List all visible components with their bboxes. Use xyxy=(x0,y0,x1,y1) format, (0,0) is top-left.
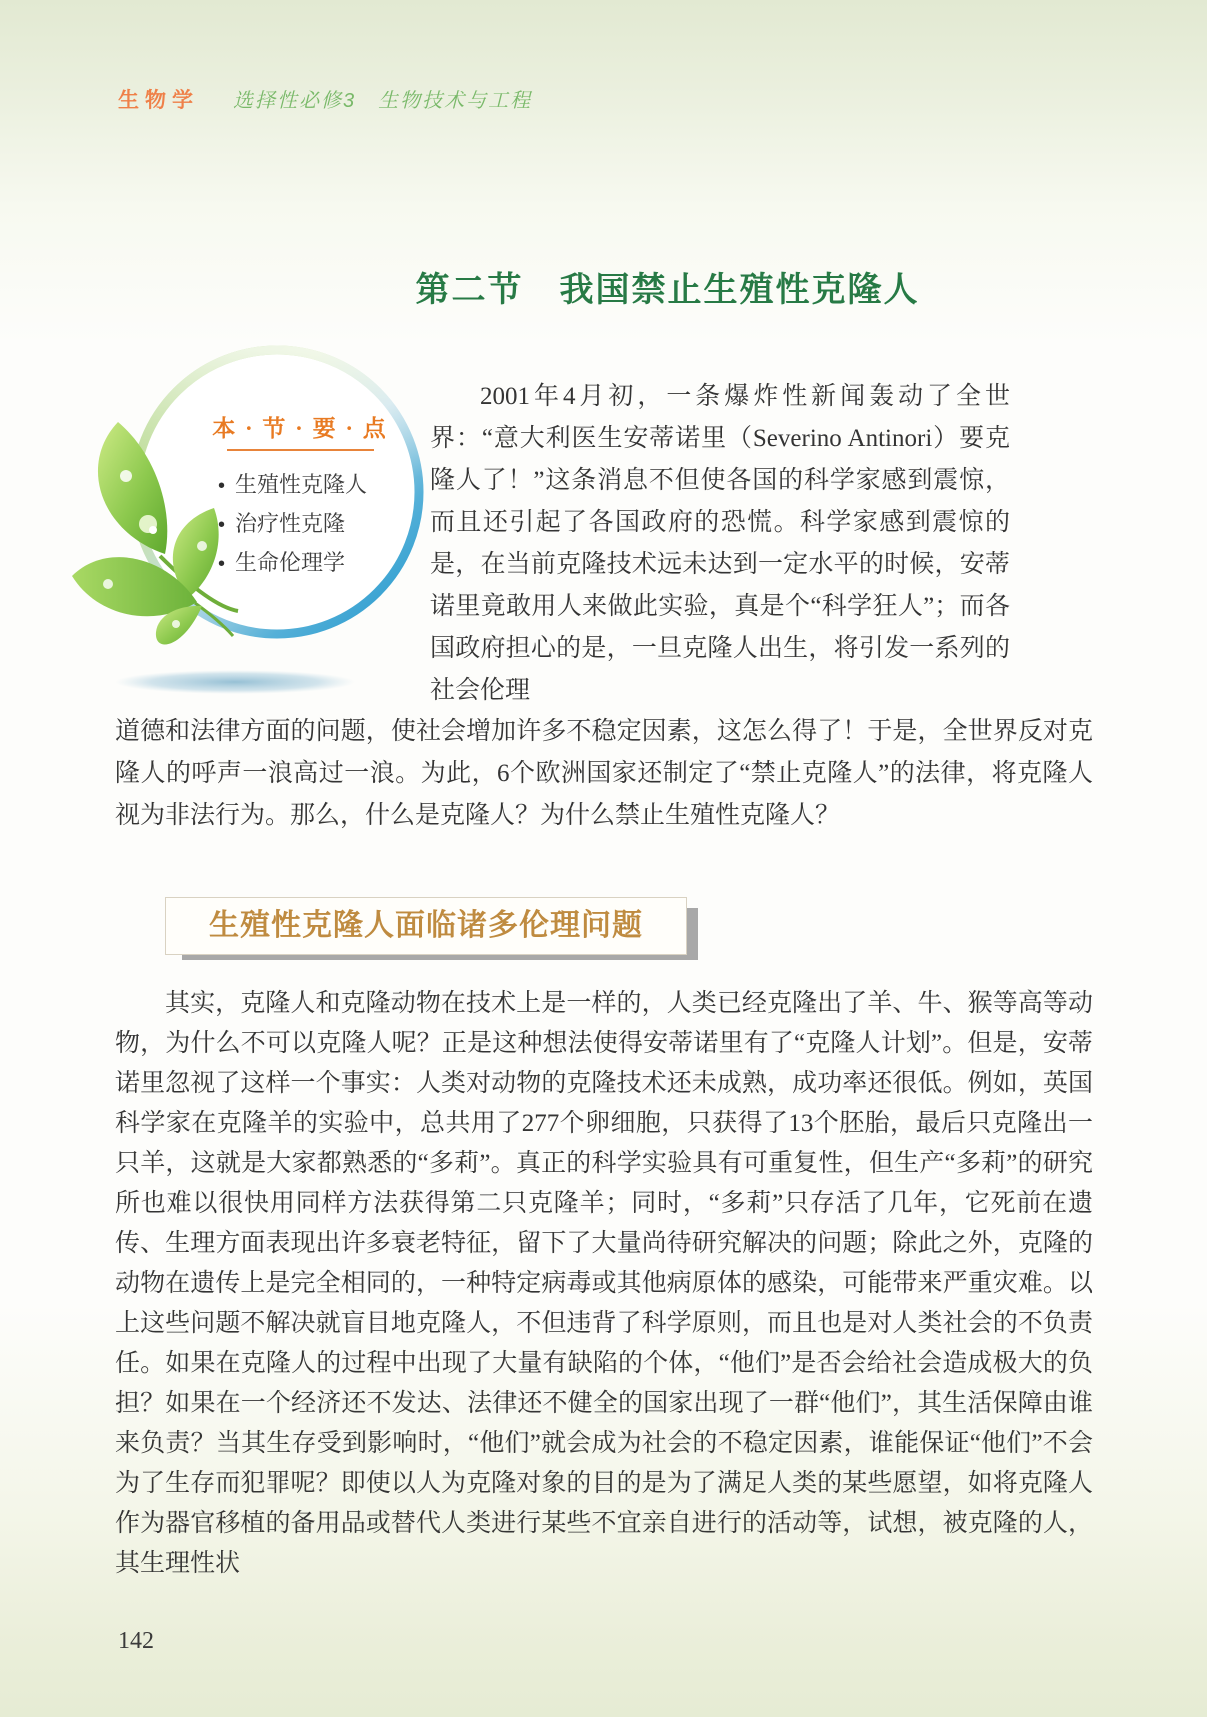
section-title: 第二节 我国禁止生殖性克隆人 xyxy=(415,272,920,309)
key-point-label: 生殖性克隆人 xyxy=(235,472,368,497)
key-points-underline xyxy=(227,449,374,451)
body-paragraph: 其实，克隆人和克隆动物在技术上是一样的，人类已经克隆出了羊、牛、猴等高等动物，为什么不可以克隆人呢？正是这种想法使得安蒂诺里有了“克隆人计划”。但是，安蒂诺里忽视了这样一个事实：人类对动物的克隆技术还未成熟，成功率还很低。例如，英国科学家在克隆羊的实验中，总共用了277个卵细胞，只获得了13个胚胎，最后只克隆出一只羊，这就是大家都熟悉的“多莉”。真正的科学实验具有可重复性，但生产“多莉”的研究所也难以很快用同样方法获得第二只克隆羊；同时，“多莉”只存活了几年，它死前在遗传、生理方面表现出许多衰老特征，留下了大量尚待研究解决的问题；除此之外，克隆的动物在遗传上是完全相同的，一种特定病毒或其他病原体的感染，可能带来严重灾难。以上这些问题不解决就盲目地克隆人，不但违背了科学原则，而且也是对人类社会的不负责任。如果在克隆人的过程中出现了大量有缺陷的个体，“他们”是否会给社会造成极大的负担？如果在一个经济还不发达、法律还不健全的国家出现了一群“他们”，其生活保障由谁来负责？当其生存受到影响时，“他们”就会成为社会的不稳定因素，谁能保证“他们”不会为了生存而犯罪呢？即使以人为克隆对象的目的是为了满足人类的某些愿望，如将克隆人作为器官移植的备用品或替代人类进行某些不宜亲自进行的活动等，试想，被克隆的人，其生理性状 xyxy=(115,990,1093,1577)
section-heading-box: 生殖性克隆人面临诸多伦理问题 xyxy=(165,897,687,955)
key-points-heading: 本 · 节 · 要 · 点 xyxy=(212,416,388,441)
course-label: 选择性必修3 生物技术与工程 xyxy=(233,90,533,112)
subject-label: 生物学 xyxy=(118,89,199,112)
intro-paragraph-continued: 道德和法律方面的问题，使社会增加许多不稳定因素，这怎么得了！于是，全世界反对克隆人的呼声一浪高过一浪。为此，6个欧洲国家还制定了“禁止克隆人”的法律，将克隆人视为非法行为。那么，什么是克隆人？为什么禁止生殖性克隆人？ xyxy=(115,718,1093,829)
key-points-card xyxy=(60,306,440,716)
graphic-shadow xyxy=(115,670,355,694)
key-points-list xyxy=(218,466,367,583)
key-point-item xyxy=(218,466,367,505)
bullet-dot-icon: • xyxy=(218,514,226,536)
key-point-label: 治疗性克隆 xyxy=(235,511,346,536)
bullet-dot-icon: • xyxy=(218,475,226,497)
key-point-label: 生命伦理学 xyxy=(235,550,346,575)
bullet-dot-icon: • xyxy=(218,553,226,575)
intro-paragraph-beside-graphic: 2001年4月初，一条爆炸性新闻轰动了全世界：“意大利医生安蒂诺里（Severino Antinori）要克隆人了！”这条消息不但使各国的科学家感到震惊，而且还引起了各国政府的恐慌。科学家感到震惊的是，在当前克隆技术远未达到一定水平的时候，安蒂诺里竟敢用人来做此实验，真是个“科学狂人”；而各国政府担心的是，一旦克隆人出生，将引发一系列的社会伦理 xyxy=(430,383,1010,704)
page-number: 142 xyxy=(118,1628,154,1654)
page-header xyxy=(118,84,532,114)
key-point-item xyxy=(218,544,367,583)
key-point-item xyxy=(218,505,367,544)
